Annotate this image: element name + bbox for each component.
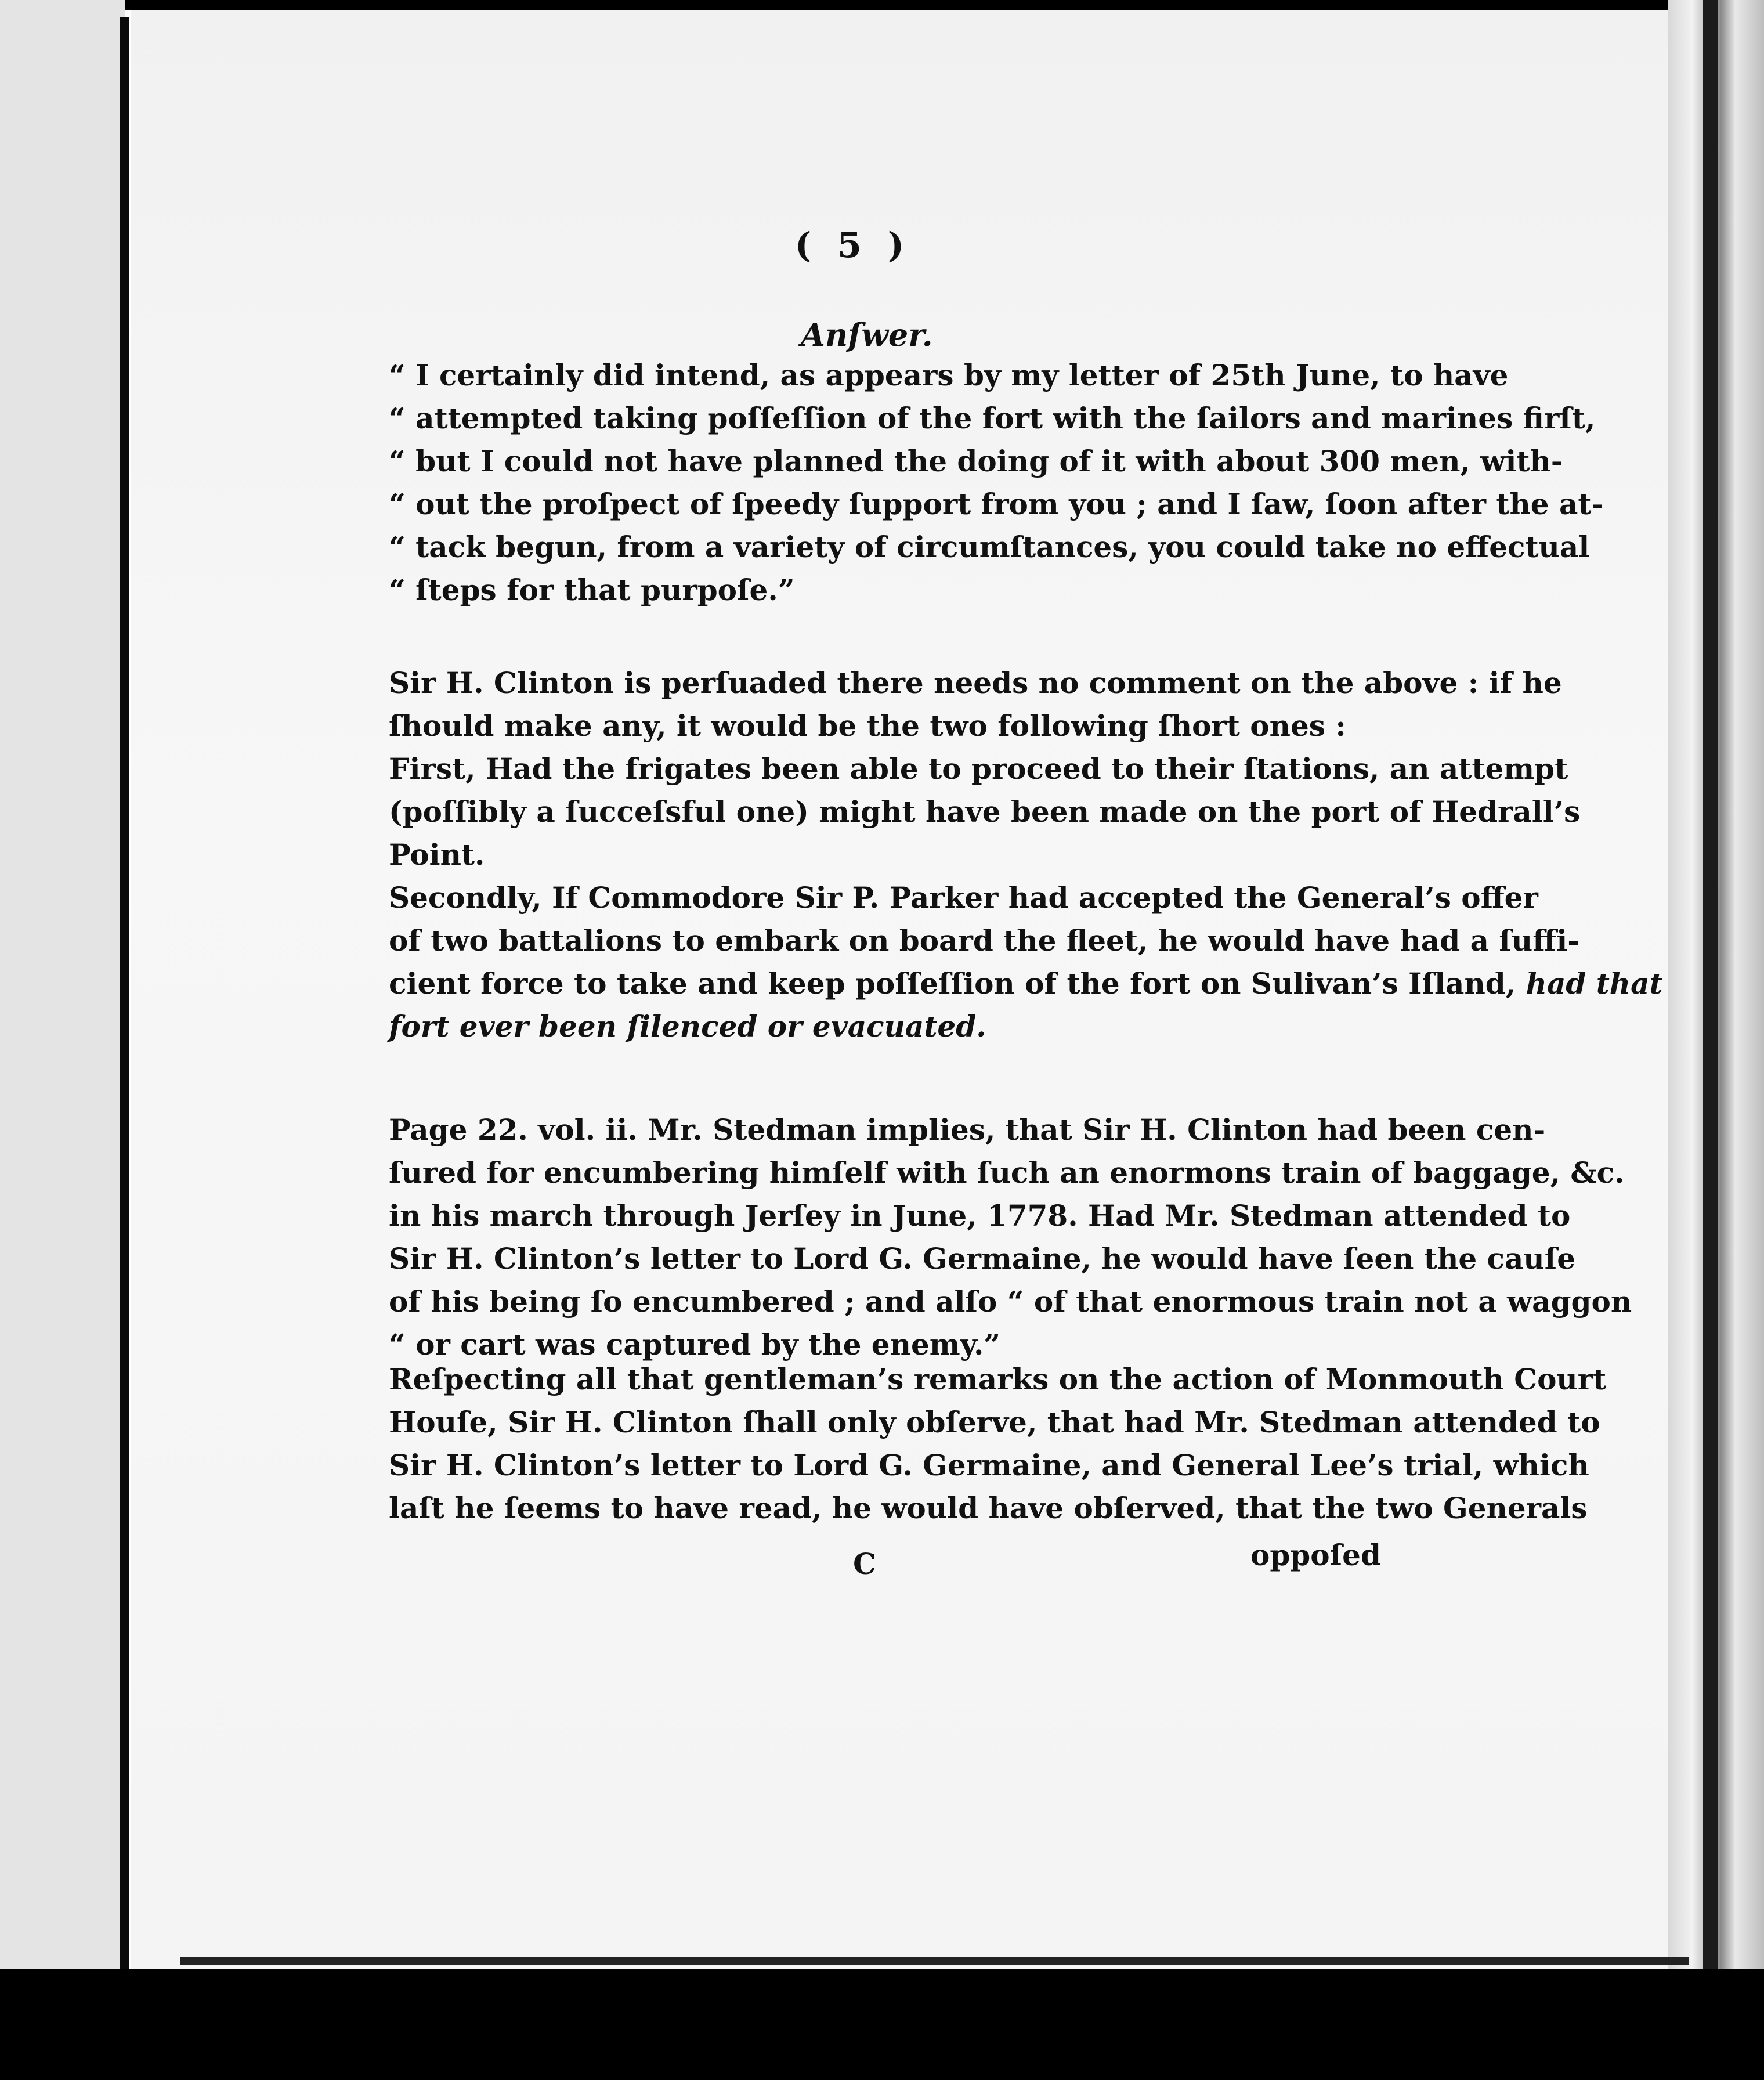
text-line: laſt he ſeems to have read, he would have obſerved, that the two Generals: [389, 1491, 1588, 1525]
text-line: of two battalions to embark on board the fleet, he would have had a ſuffi-: [389, 923, 1580, 958]
text-line: “ tack begun, from a variety of circumſtances, you could take no effectual: [389, 530, 1590, 564]
text-line: [389, 962, 1663, 1005]
text-line: in his march through Jerſey in June, 1778. Had Mr. Stedman attended to: [389, 1198, 1571, 1233]
text-line: “ ſteps for that purpoſe.”: [389, 573, 795, 607]
text-line: “ attempted taking poſſeſſion of the fort with the ſailors and marines firſt,: [389, 401, 1596, 435]
text-line: Houſe, Sir H. Clinton ſhall only obſerve, that had Mr. Stedman attended to: [389, 1405, 1600, 1439]
text-line: (poſſibly a ſucceſsful one) might have been made on the port of Hedrall’s: [389, 795, 1581, 829]
text-line: Secondly, If Commodore Sir P. Parker had accepted the General’s offer: [389, 880, 1538, 915]
text-line: “ I certainly did intend, as appears by my letter of 25th June, to have: [389, 358, 1509, 392]
page-bottom-rule: [180, 1957, 1689, 1965]
italic-text: had that: [1526, 966, 1663, 1001]
stedman-baggage-paragraph: [389, 1108, 1632, 1366]
quoted-answer-paragraph: [389, 354, 1604, 612]
facing-page-strip: [0, 0, 125, 2080]
signature-mark: C: [853, 1547, 876, 1581]
text-line: First, Had the frigates been able to proceed to their ſtations, an attempt: [389, 752, 1568, 786]
text-line: ſhould make any, it would be the two following ſhort ones :: [389, 709, 1346, 743]
fore-edge-shadow: [1703, 0, 1718, 1973]
gutter-shadow: [120, 17, 129, 1991]
second-point-paragraph: [389, 876, 1663, 1048]
monmouth-paragraph: [389, 1358, 1607, 1530]
scan-bottom-border: [0, 1969, 1764, 2080]
text-line: “ but I could not have planned the doing of it with about 300 men, with-: [389, 444, 1563, 478]
first-point-paragraph: [389, 748, 1581, 876]
text-line: of his being ſo encumbered ; and alſo “ of that enormous train not a waggon: [389, 1284, 1632, 1319]
text-line: “ or cart was captured by the enemy.”: [389, 1327, 1001, 1362]
page-number-header: ( 5 ): [794, 225, 912, 266]
scan-top-border: [0, 0, 1764, 10]
text-line: Sir H. Clinton’s letter to Lord G. Germaine, he would have ſeen the cauſe: [389, 1241, 1576, 1276]
text-run: cient force to take and keep poſſeſſion of the fort on Sulivan’s Iſland,: [389, 966, 1516, 1001]
text-line: “ out the proſpect of ſpeedy ſupport from you ; and I ſaw, ſoon after the at-: [389, 487, 1604, 521]
catchword: oppoſed: [1250, 1538, 1381, 1572]
answer-heading: Anſwer.: [801, 316, 933, 353]
text-line: ſured for encumbering himſelf with ſuch an enormons train of baggage, &c.: [389, 1155, 1625, 1190]
italic-line: fort ever been ſilenced or evacuated.: [389, 1009, 986, 1043]
text-line: Reſpecting all that gentleman’s remarks on the action of Monmouth Court: [389, 1362, 1607, 1396]
text-line: Sir H. Clinton’s letter to Lord G. Germaine, and General Lee’s trial, which: [389, 1448, 1589, 1482]
text-line: Page 22. vol. ii. Mr. Stedman implies, that Sir H. Clinton had been cen-: [389, 1113, 1546, 1147]
text-line: Point.: [389, 837, 485, 872]
comment-paragraph: [389, 662, 1562, 748]
text-line: Sir H. Clinton is perſuaded there needs no comment on the above : if he: [389, 666, 1562, 700]
